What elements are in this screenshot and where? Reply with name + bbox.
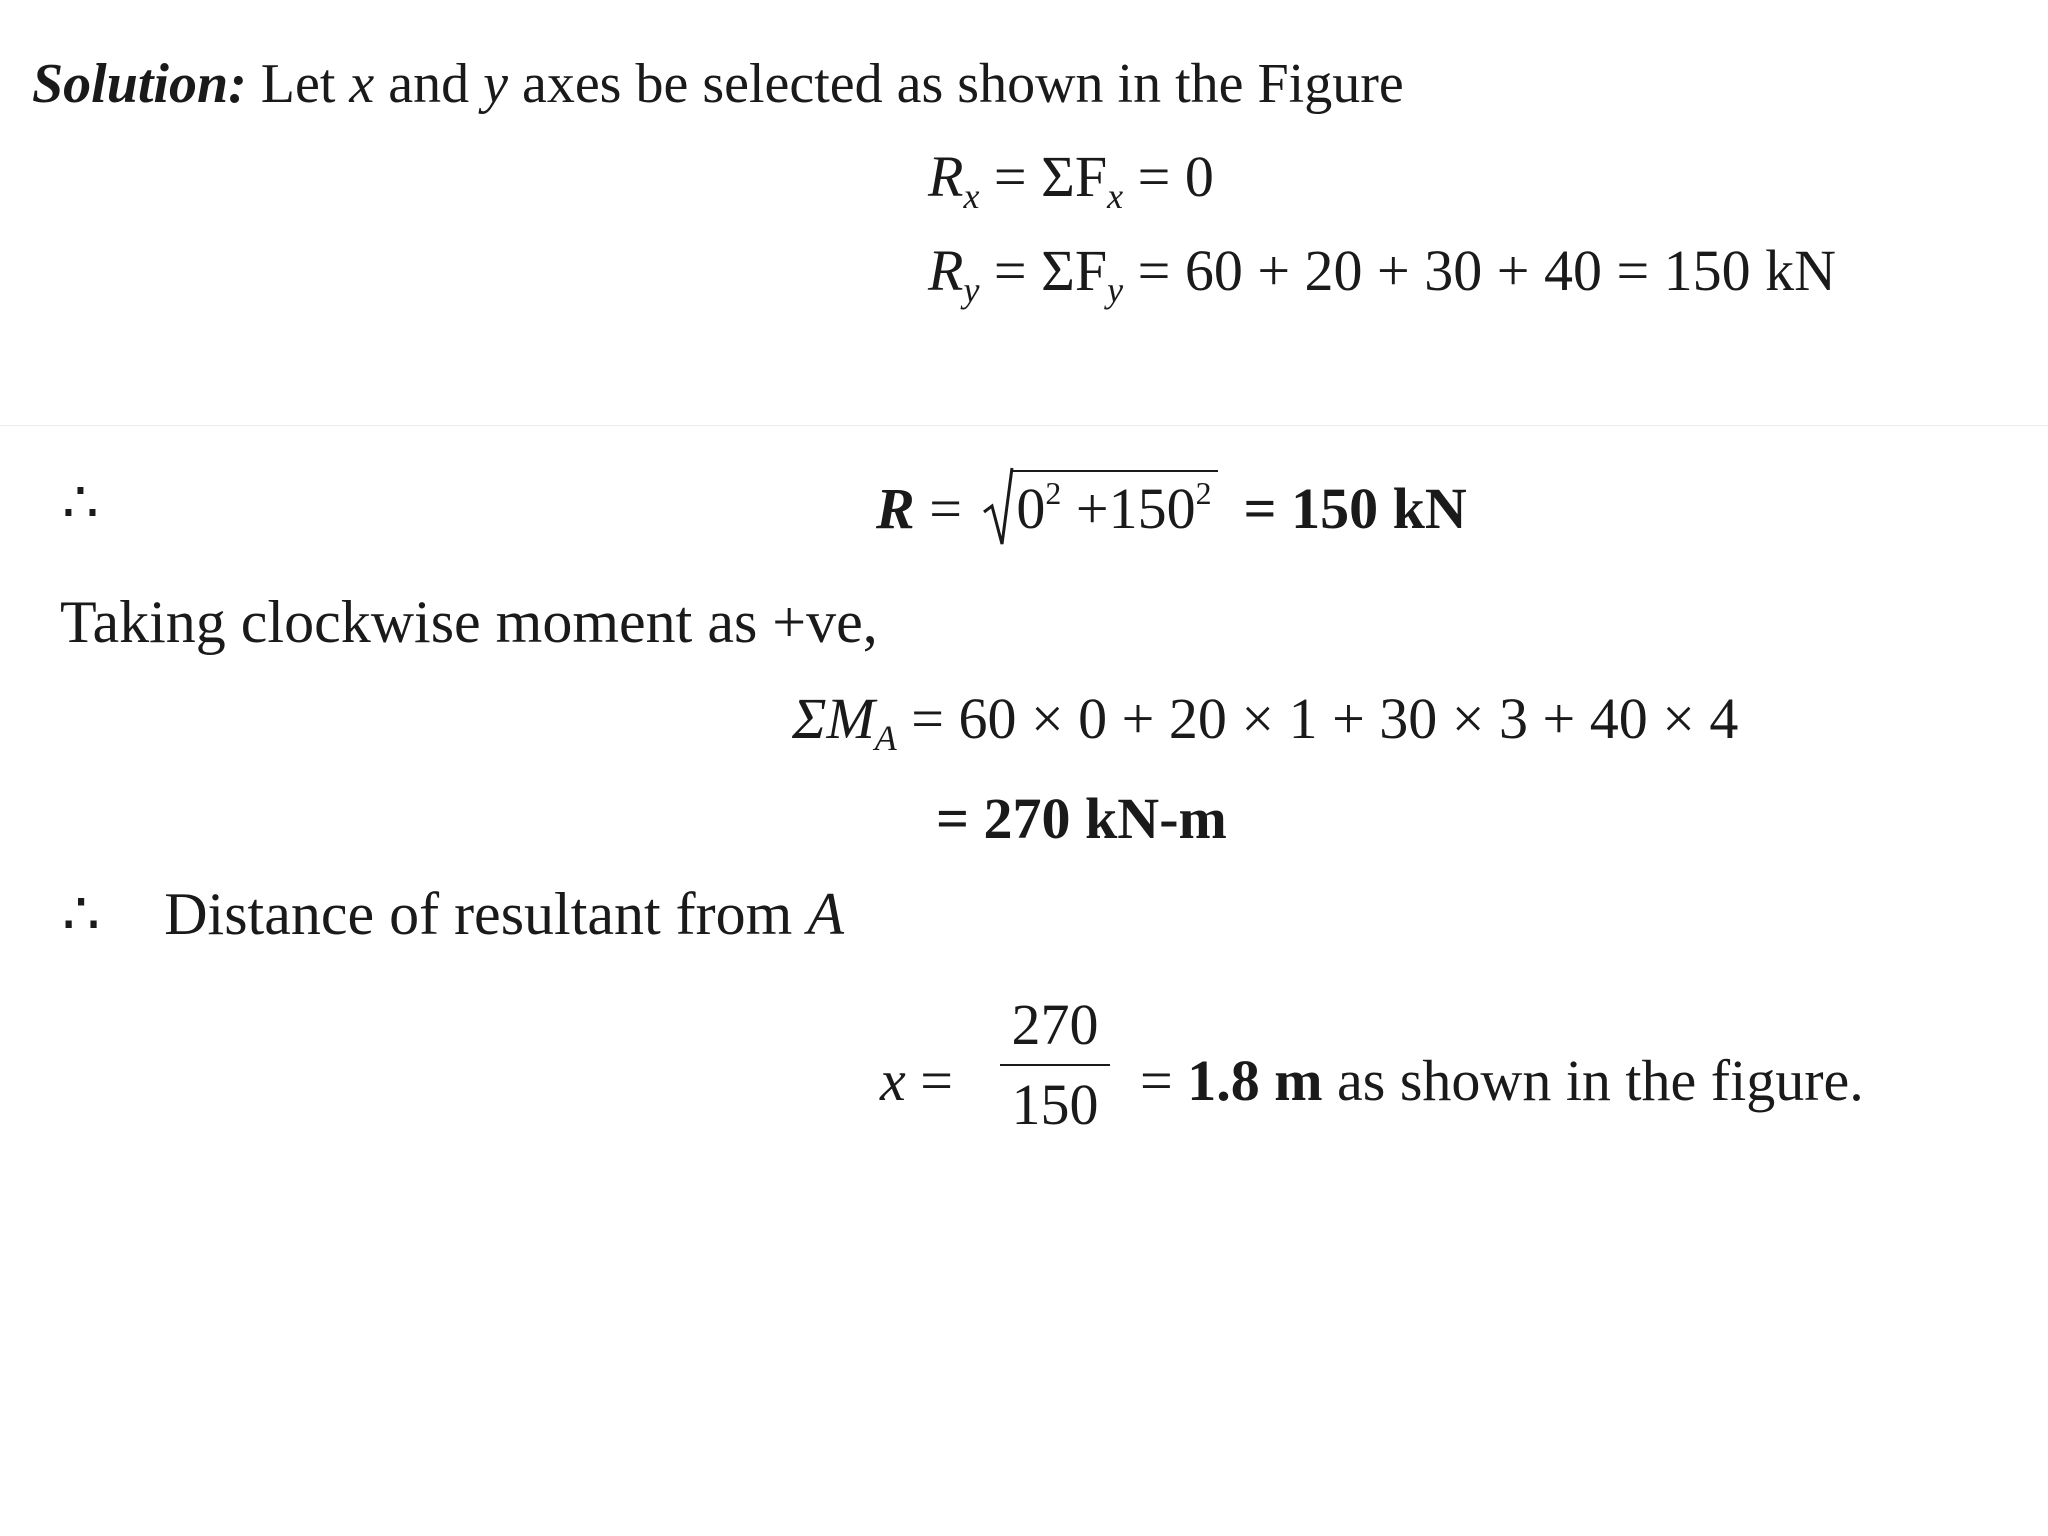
- x-equals: =: [905, 1048, 953, 1113]
- ma-symbol: ΣM: [792, 686, 875, 751]
- intro-text-2: and: [374, 53, 484, 115]
- x-symbol: x: [880, 1048, 906, 1113]
- distance-var: A: [807, 881, 844, 947]
- intro-line: [32, 53, 1404, 115]
- distance-text: Distance of resultant from: [164, 881, 808, 947]
- x-value: 1.8 m: [1187, 1048, 1323, 1113]
- x-result: [1140, 1048, 1864, 1113]
- rx-sum: = ΣF: [979, 144, 1108, 209]
- x-suffix: as shown in the figure.: [1322, 1048, 1864, 1113]
- intro-text-3: axes be selected as shown in the Figure: [507, 53, 1404, 115]
- equation-rx: [928, 144, 1214, 217]
- radicand-zero: 0: [1016, 475, 1046, 541]
- fraction-bar: [1000, 1064, 1110, 1066]
- x-lhs: [880, 1048, 953, 1113]
- fraction-denominator: 150: [1011, 1072, 1099, 1137]
- ma-subscript: A: [874, 718, 897, 759]
- radicand-exponent: 2: [1195, 476, 1212, 511]
- r-symbol: R: [876, 475, 915, 541]
- distance-line: [62, 881, 844, 947]
- radicand: [1012, 470, 1217, 541]
- ry-sum-subscript: y: [1107, 270, 1124, 311]
- section-divider: [0, 425, 2048, 426]
- rx-sum-subscript: x: [1107, 176, 1124, 217]
- r-result: = 150 kN: [1243, 475, 1467, 541]
- distance-therefore: ∴: [62, 881, 101, 947]
- therefore-symbol: ∴: [62, 470, 99, 535]
- solution-label: Solution:: [32, 53, 247, 115]
- intro-text-1: Let: [246, 53, 350, 115]
- fraction: [1000, 992, 1110, 1137]
- r-equals: =: [914, 475, 977, 541]
- ma-expression: = 60 × 0 + 20 × 1 + 30 × 3 + 40 × 4: [896, 686, 1739, 751]
- radicand-plus: +150: [1061, 475, 1196, 541]
- radicand-zero-exponent: 2: [1045, 476, 1062, 511]
- intro-var-x: x: [349, 53, 375, 115]
- ry-subscript: y: [963, 270, 980, 311]
- rx-subscript: x: [963, 176, 980, 217]
- radical-sign-icon: [982, 460, 1014, 550]
- ry-sum: = ΣF: [979, 238, 1108, 303]
- ry-result: = 60 + 20 + 30 + 40 = 150 kN: [1123, 238, 1837, 303]
- moment-text: Taking clockwise moment as +ve,: [60, 589, 878, 655]
- rx-symbol: R: [928, 144, 964, 209]
- ma-result: = 270 kN-m: [936, 786, 1227, 851]
- ry-symbol: R: [928, 238, 964, 303]
- intro-var-y: y: [483, 53, 508, 115]
- fraction-numerator: 270: [1011, 992, 1099, 1057]
- equation-ma: [792, 686, 1739, 759]
- rx-result: = 0: [1123, 144, 1214, 209]
- x-result-equals: =: [1140, 1048, 1188, 1113]
- equation-r: [876, 470, 1467, 541]
- equation-ry: [928, 238, 1837, 311]
- square-root: [982, 470, 1217, 541]
